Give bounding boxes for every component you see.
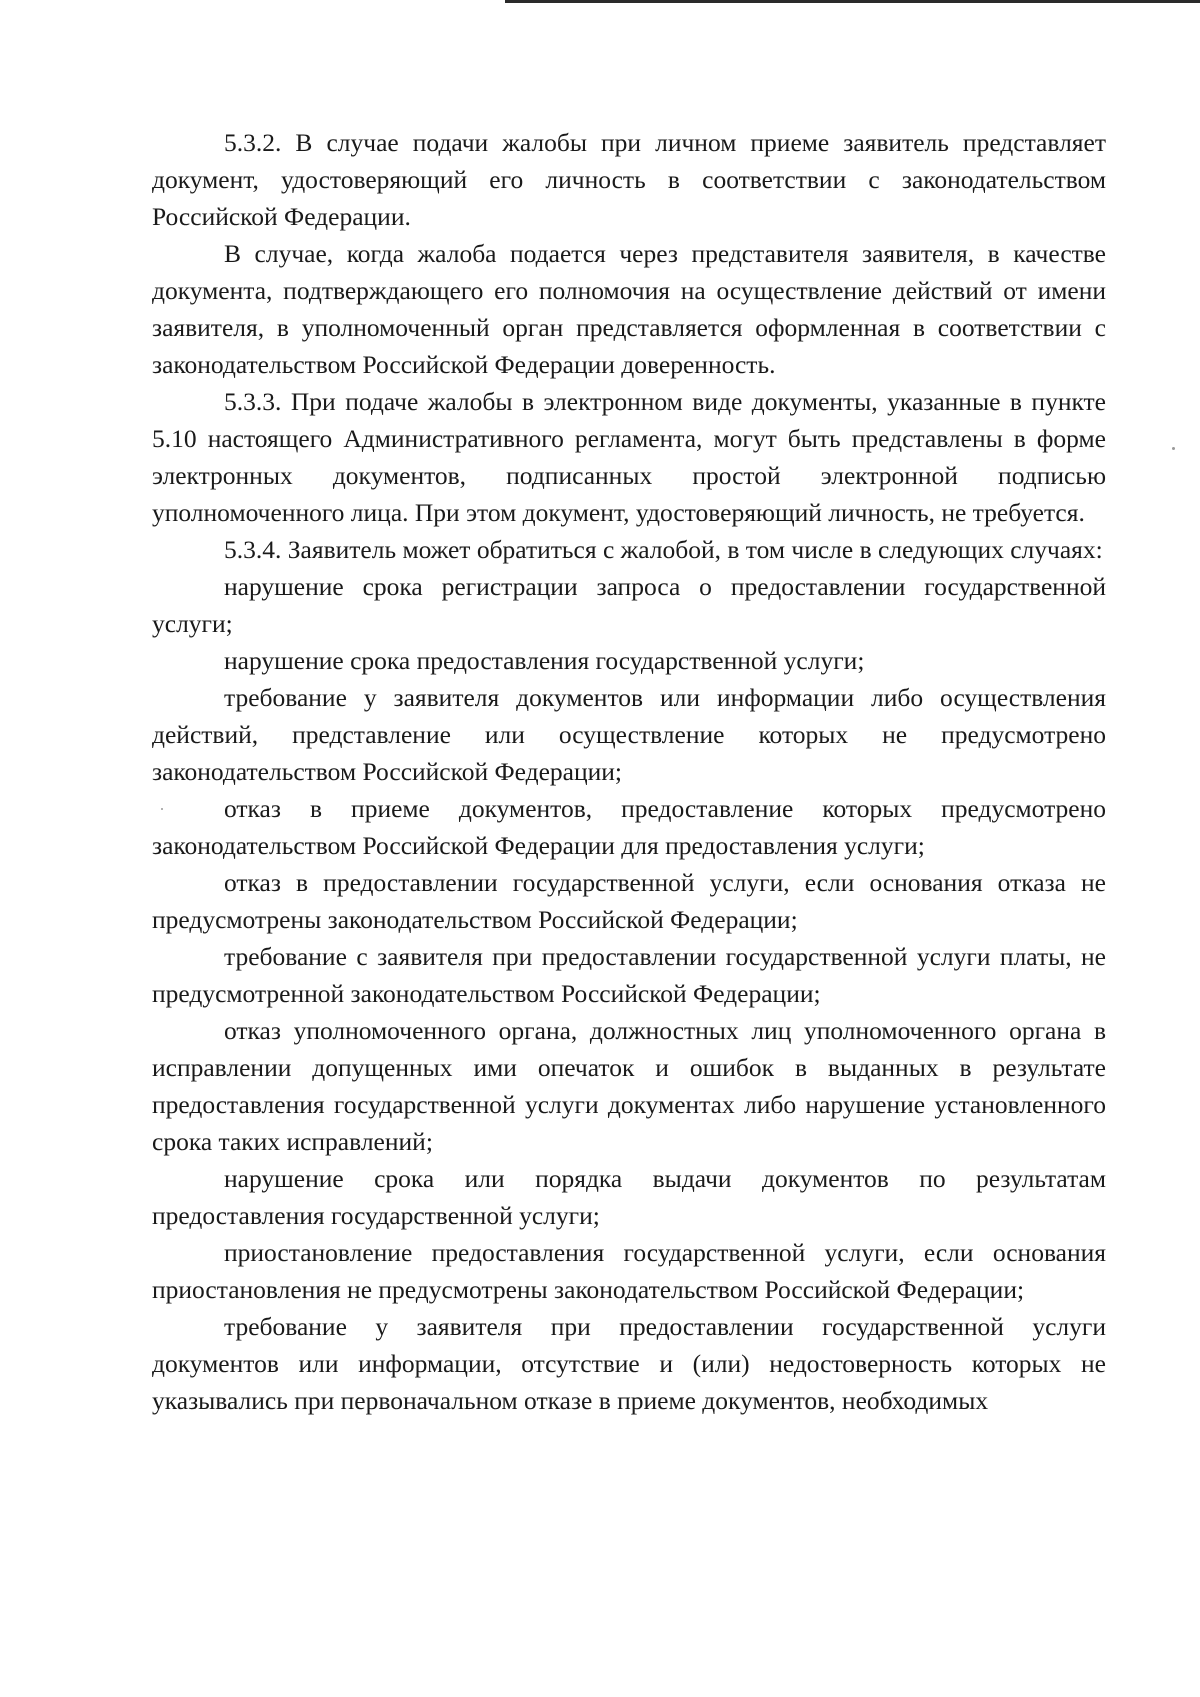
paragraph: 5.3.2. В случае подачи жалобы при личном приеме заявитель представляет документ, удостоверяющий его личность в соответствии с законодательством Российской Федерации. <box>152 128 1106 231</box>
list-item: приостановление предоставления государственной услуги, если основания приостановления не предусмотрены законодательством Российской Федерации; <box>152 1238 1106 1304</box>
list-item: отказ в приеме документов, предоставление которых предусмотрено законодательством Российской Федерации для предоставления услуги; <box>152 794 1106 860</box>
list-item: нарушение срока предоставления государственной услуги; <box>224 646 865 675</box>
scan-top-edge <box>0 0 1200 6</box>
paragraph: 5.3.4. Заявитель может обратиться с жалобой, в том числе в следующих случаях: <box>224 535 1103 564</box>
list-item: нарушение срока регистрации запроса о предоставлении государственной услуги; <box>152 572 1106 638</box>
list-item: требование у заявителя при предоставлении государственной услуги документов или информации, отсутствие и (или) недостоверность которых не указывались при первоначальном отказе в приеме документов, необходимых <box>152 1312 1106 1415</box>
list-item: требование у заявителя документов или информации либо осуществления действий, представление или осуществление которых не предусмотрено законодательством Российской Федерации; <box>152 683 1106 786</box>
scan-edge-bar <box>505 0 1200 3</box>
paragraph: 5.3.3. При подаче жалобы в электронном виде документы, указанные в пункте 5.10 настоящего Административного регламента, могут быть представлены в форме электронных документов, подписанных простой электронной подписью уполномоченного лица. При этом документ, удостоверяющий личность, не требуется. <box>152 387 1106 527</box>
scan-speck <box>1172 447 1175 450</box>
list-item: нарушение срока или порядка выдачи документов по результатам предоставления государственной услуги; <box>152 1164 1106 1230</box>
list-item: отказ уполномоченного органа, должностных лиц уполномоченного органа в исправлении допущенных ими опечаток и ошибок в выданных в результате предоставления государственной услуги документах либо нарушение установленного срока таких исправлений; <box>152 1016 1106 1156</box>
list-item: отказ в предоставлении государственной услуги, если основания отказа не предусмотрены законодательством Российской Федерации; <box>152 868 1106 934</box>
list-item: требование с заявителя при предоставлении государственной услуги платы, не предусмотренной законодательством Российской Федерации; <box>152 942 1106 1008</box>
paragraph: В случае, когда жалоба подается через представителя заявителя, в качестве документа, подтверждающего его полномочия на осуществление действий от имени заявителя, в уполномоченный орган представляется оформленная в соответствии с законодательством Российской Федерации доверенность. <box>152 239 1106 379</box>
document-body <box>152 124 1106 1419</box>
